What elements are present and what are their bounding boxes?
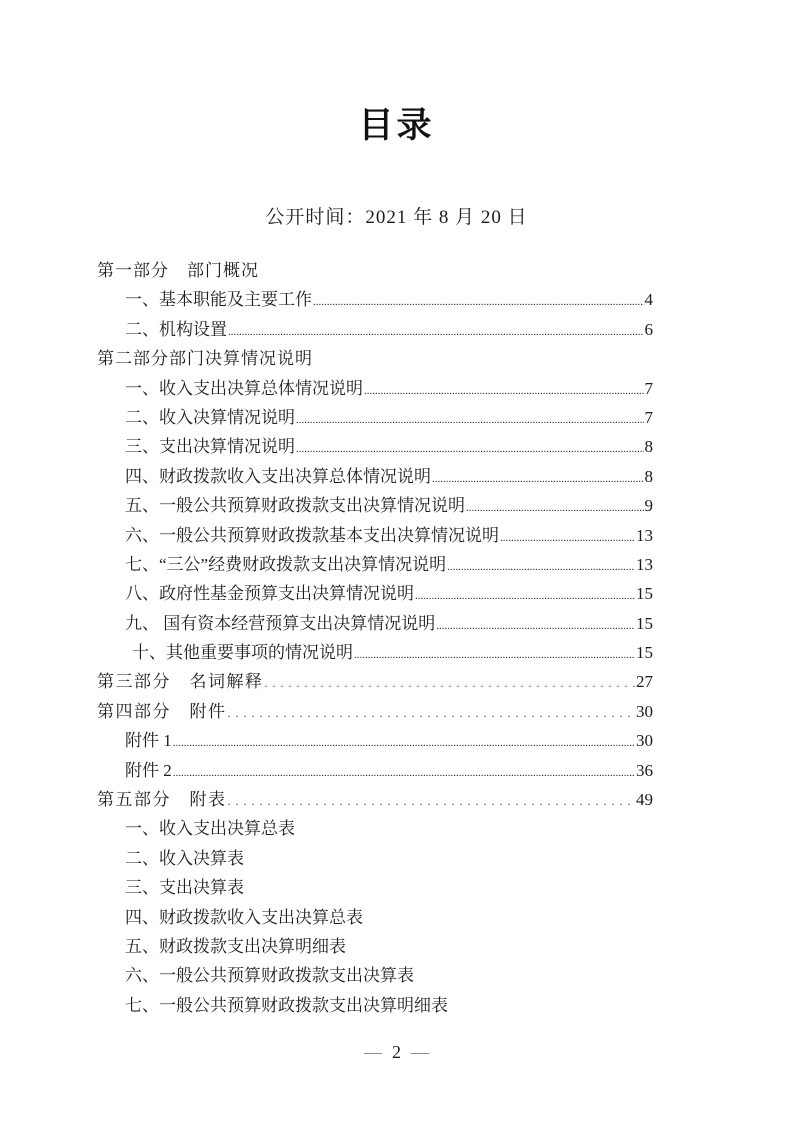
toc-dot-leader xyxy=(296,406,644,435)
toc-entry-label: 八、政府性基金预算支出决算情况说明 xyxy=(125,584,414,604)
toc-dot-leader xyxy=(447,553,635,582)
toc-entry-label: 三、支出决算情况说明 xyxy=(125,437,295,457)
toc-entry-label: 七、一般公共预算财政拨款支出决算明细表 xyxy=(125,995,448,1015)
toc-dot-leader xyxy=(173,729,635,758)
toc-dot-leader xyxy=(228,318,644,347)
table-of-contents xyxy=(97,256,653,1020)
toc-entry-page: 7 xyxy=(644,407,653,427)
toc-entry-page: 15 xyxy=(636,643,653,663)
toc-entry[interactable] xyxy=(97,638,653,667)
toc-entry-label: 第二部分部门决算情况说明 xyxy=(97,349,313,369)
toc-entry-label: 二、收入决算表 xyxy=(125,848,244,868)
toc-dot-leader xyxy=(415,582,635,611)
toc-entry[interactable] xyxy=(97,462,653,491)
publish-time: 公开时间：2021 年 8 月 20 日 xyxy=(265,207,528,228)
toc-dot-leader xyxy=(296,435,644,464)
toc-entry[interactable] xyxy=(97,756,653,785)
toc-entry-page: 7 xyxy=(644,378,653,398)
toc-dot-leader xyxy=(228,699,636,728)
toc-entry-label: 第五部分 附表 xyxy=(97,790,227,810)
toc-entry[interactable] xyxy=(97,285,653,314)
toc-entry[interactable] xyxy=(97,726,653,755)
toc-entry-label: 一、基本职能及主要工作 xyxy=(125,290,312,310)
toc-entry-label: 附件 2 xyxy=(125,760,172,780)
toc-entry[interactable] xyxy=(97,609,653,638)
toc-entry-page: 30 xyxy=(636,701,653,721)
toc-dot-leader xyxy=(265,669,636,698)
toc-entry-page: 15 xyxy=(636,584,653,604)
toc-entry[interactable] xyxy=(97,432,653,461)
toc-entry[interactable] xyxy=(97,697,653,726)
toc-dot-leader xyxy=(436,612,635,641)
toc-entry-label: 第一部分 部门概况 xyxy=(97,261,259,280)
toc-entry[interactable] xyxy=(97,903,653,932)
toc-entry[interactable] xyxy=(97,344,653,373)
toc-entry[interactable] xyxy=(97,550,653,579)
page-footer xyxy=(0,1042,793,1063)
toc-entry[interactable] xyxy=(97,814,653,843)
toc-entry-label: 第三部分 名词解释 xyxy=(97,672,264,692)
toc-entry[interactable] xyxy=(97,991,653,1020)
footer-dash-left: — xyxy=(364,1042,382,1062)
toc-entry[interactable] xyxy=(97,785,653,814)
toc-entry-label: 二、收入决算情况说明 xyxy=(125,407,295,427)
toc-entry-page: 49 xyxy=(636,790,653,810)
toc-entry-label: 六、一般公共预算财政拨款支出决算表 xyxy=(125,966,414,986)
toc-entry-page: 13 xyxy=(636,525,653,545)
toc-entry-label: 四、财政拨款收入支出决算总表 xyxy=(125,907,363,927)
toc-entry[interactable] xyxy=(97,315,653,344)
toc-entry-page: 30 xyxy=(636,731,653,751)
footer-page-number: 2 xyxy=(392,1042,401,1062)
toc-entry-label: 四、财政拨款收入支出决算总体情况说明 xyxy=(125,466,431,486)
toc-entry[interactable] xyxy=(97,403,653,432)
toc-entry-label: 六、一般公共预算财政拨款基本支出决算情况说明 xyxy=(125,525,499,545)
toc-dot-leader xyxy=(228,787,636,816)
toc-entry-page: 4 xyxy=(644,290,653,310)
toc-entry-label: 五、财政拨款支出决算明细表 xyxy=(125,936,346,956)
toc-entry-label: 五、一般公共预算财政拨款支出决算情况说明 xyxy=(125,496,465,516)
toc-entry-label: 三、支出决算表 xyxy=(125,878,244,898)
toc-entry-page: 6 xyxy=(644,319,653,339)
page-title: 目录 xyxy=(358,106,435,146)
toc-dot-leader xyxy=(500,524,635,553)
toc-entry[interactable] xyxy=(97,844,653,873)
toc-entry-label: 二、机构设置 xyxy=(125,319,227,339)
toc-entry-label: 第四部分 附件 xyxy=(97,701,227,721)
footer-dash-right: — xyxy=(411,1042,429,1062)
toc-entry[interactable] xyxy=(97,873,653,902)
toc-entry[interactable] xyxy=(97,667,653,696)
toc-entry[interactable] xyxy=(97,932,653,961)
toc-dot-leader xyxy=(432,465,644,494)
toc-entry-label: 一、收入支出决算总表 xyxy=(125,819,295,839)
toc-entry[interactable] xyxy=(97,491,653,520)
toc-entry-page: 9 xyxy=(644,496,653,516)
toc-dot-leader xyxy=(313,288,644,317)
toc-entry-page: 15 xyxy=(636,613,653,633)
toc-dot-leader xyxy=(173,759,635,788)
toc-entry-label: 十、其他重要事项的情况说明 xyxy=(132,643,353,663)
toc-entry[interactable] xyxy=(97,256,653,285)
toc-entry-page: 8 xyxy=(644,466,653,486)
toc-dot-leader xyxy=(364,377,644,406)
toc-dot-leader xyxy=(466,494,644,523)
toc-entry-label: 一、收入支出决算总体情况说明 xyxy=(125,378,363,398)
toc-entry-label: 七、“三公”经费财政拨款支出决算情况说明 xyxy=(125,554,447,574)
toc-entry[interactable] xyxy=(97,579,653,608)
toc-entry-page: 13 xyxy=(636,554,653,574)
toc-entry[interactable] xyxy=(97,961,653,990)
toc-entry-label: 九、 国有资本经营预算支出决算情况说明 xyxy=(125,613,436,633)
toc-entry-page: 27 xyxy=(636,672,653,692)
toc-entry-page: 8 xyxy=(644,437,653,457)
toc-entry[interactable] xyxy=(97,521,653,550)
toc-entry-page: 36 xyxy=(636,760,653,780)
toc-entry[interactable] xyxy=(97,374,653,403)
toc-entry-label: 附件 1 xyxy=(125,731,172,751)
toc-dot-leader xyxy=(354,641,635,670)
